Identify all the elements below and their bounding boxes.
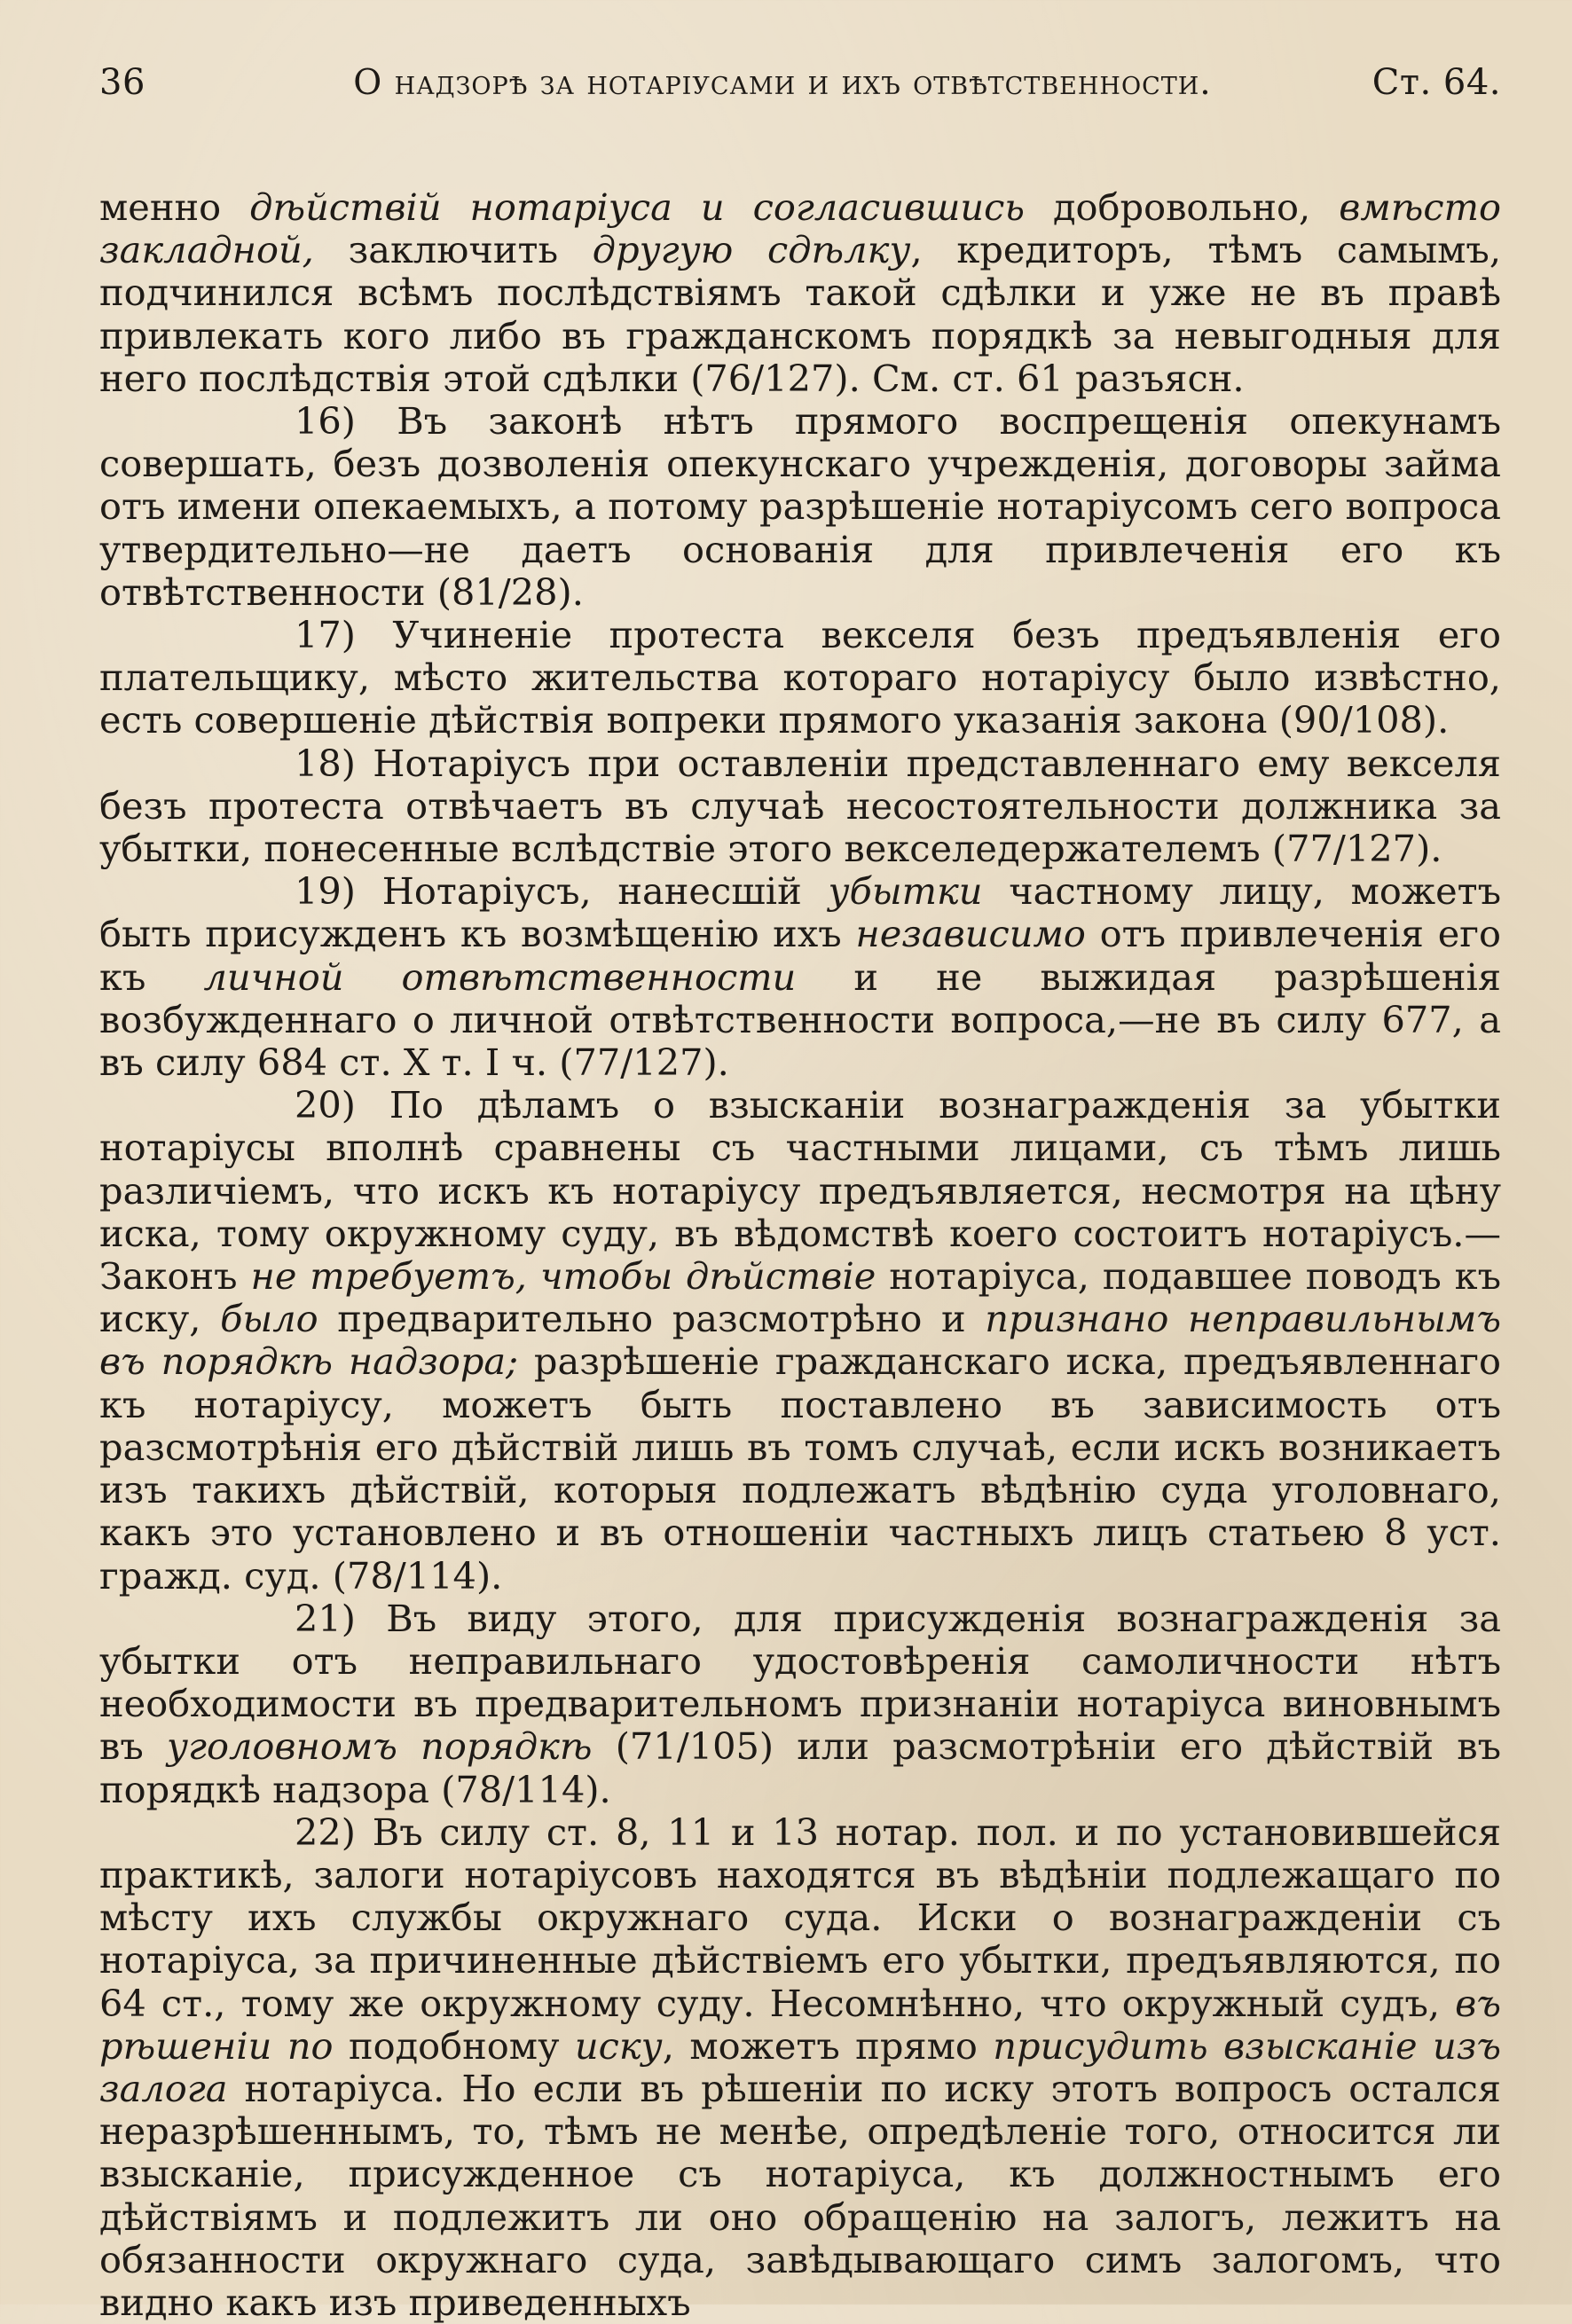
italic-text: иску [574,2023,663,2068]
paragraph [99,870,1501,1084]
text-run: и не выжидая разрѣшенія возбужденнаго о личной отвѣтственности вопроса,—не въ силу 677, а въ силу 684 ст. X т. I ч. (77/127). [99,954,1501,1085]
paragraph [99,400,1501,614]
text-run: 19) Нотаріусъ, нанесшій [295,869,829,914]
running-head [99,62,1501,106]
text-run: 21) Въ виду этого, для присужденія вознагражденія за убытки отъ неправильнаго удостовѣренія самоличности нѣтъ необходимости въ предварительномъ признаніи нотаріуса виновнымъ въ [99,1596,1501,1769]
italic-text: убытки [828,869,983,914]
text-run: отъ привлеченія его къ [99,912,1501,999]
text-run: менно [99,185,250,229]
paragraph [99,1084,1501,1597]
paragraph [99,614,1501,742]
paragraph [99,1811,1501,2324]
italic-text: независимо [855,912,1086,956]
text-run: нотаріуса. Но если въ рѣшеніи по иску этотъ вопросъ остался неразрѣшеннымъ, то, тѣмъ не менѣе, опредѣленіе того, относится ли взысканіе, присужденное съ нотаріуса, къ должностнымъ его дѣйствіямъ и подлежитъ ли оно обращенію на залогъ, лежитъ на обязанности окружнаго суда, завѣдывающаго симъ залогомъ, что видно какъ изъ приведенныхъ [99,2066,1501,2324]
text-run: (71/105) или разсмотрѣніи его дѣйствій въ порядкѣ надзора (78/114). [99,1724,1501,1811]
italic-text: личной отвѣтственности [203,954,797,999]
italic-text: не требуетъ, чтобы дѣйствіе [250,1254,876,1299]
text-run: разрѣшеніе гражданскаго иска, предъявленнаго къ нотаріусу, можетъ быть поставлено въ зависимость отъ разсмотрѣнія его дѣйствій лишь въ томъ случаѣ, если искъ возникаетъ изъ такихъ дѣйствій, которыя подлежатъ вѣдѣнію суда уголовнаго, какъ это установлено и въ отношеніи частныхъ лицъ статьею 8 уст. гражд. суд. (78/114). [99,1339,1501,1598]
text-run: предварительно разсмотрѣно и [318,1297,986,1341]
italic-text: вмѣсто закладной, [99,185,1501,272]
text-run: 17) Учиненіе протеста векселя безъ предъявленія его плательщику, мѣсто жительства котораго нотаріусу было извѣстно, есть совершеніе дѣйствія вопреки прямого указанія закона (90/108). [99,613,1501,742]
italic-text: дѣйствій нотаріуса и согласившись [249,185,1025,229]
text-run: нотаріуса, подавшее поводъ къ иску, [99,1254,1501,1341]
text-run: добровольно, [1024,185,1340,229]
italic-text: присудить взысканіе изъ залога [99,2023,1501,2110]
paragraph [99,1598,1501,1811]
text-run: 20) По дѣламъ о взысканіи вознагражденія за убытки нотаріусы вполнѣ сравнены съ частными лицами, съ тѣмъ лишь различіемъ, что искъ къ нотаріусу предъявляется, несмотря на цѣну иска, тому окружному суду, въ вѣдомствѣ коего состоитъ нотаріусъ.—Законъ [99,1083,1501,1299]
text-run: заключить [313,228,593,272]
italic-text: другую сдѣлку [592,228,911,272]
italic-text: признано неправильнымъ въ порядкѣ надзора; [99,1297,1501,1384]
text-run: 16) Въ законѣ нѣтъ прямого воспрещенія опекунамъ совершать, безъ дозволенія опекунскаго учрежденія, договоры займа отъ имени опекаемыхъ, а потому разрѣшеніе нотаріусомъ сего вопроса утвердительно—не даетъ основанія для привлеченія его къ отвѣтственности (81/28). [99,399,1501,614]
body-text [99,186,1501,2324]
text-run: , можетъ прямо [662,2023,994,2068]
italic-text: въ рѣшеніи по [99,1981,1501,2068]
text-run: частному лицу, можетъ быть присужденъ къ возмѣщенію ихъ [99,869,1502,956]
paragraph [99,742,1501,871]
italic-text: было [220,1297,318,1341]
text-run: , кредиторъ, тѣмъ самымъ, подчинился всѣмъ послѣдствіямъ такой сдѣлки и уже не въ правѣ привлекать кого либо въ гражданскомъ порядкѣ за невыгодныя для него послѣдствія этой сдѣлки (76/127). См. ст. 61 разъясн. [99,228,1502,400]
text-run: подобному [333,2023,575,2068]
text-run: 18) Нотаріусъ при оставленіи представленнаго ему векселя безъ протеста отвѣчаетъ въ случаѣ несостоятельности должника за убытки, понесенные вслѣдствіе этого векселедержателемъ (77/127). [99,741,1501,871]
text-run: 22) Въ силу ст. 8, 11 и 13 нотар. пол. и по установившейся практикѣ, залоги нотаріусовъ находятся въ вѣдѣніи подлежащаго по мѣсту ихъ службы окружнаго суда. Иски о вознагражденіи съ нотаріуса, за причиненные дѣйствіемъ его убытки, предъявляются, по 64 ст., тому же окружному суду. Несомнѣнно, что окружный судъ, [99,1810,1501,2025]
running-title: О надзорѣ за нотаріусами и ихъ отвѣтственности. [353,63,1212,103]
italic-text: уголовномъ порядкѣ [166,1724,593,1769]
paragraph [99,186,1501,400]
page-number: 36 [99,62,145,103]
article-reference: Ст. 64. [1372,62,1501,103]
